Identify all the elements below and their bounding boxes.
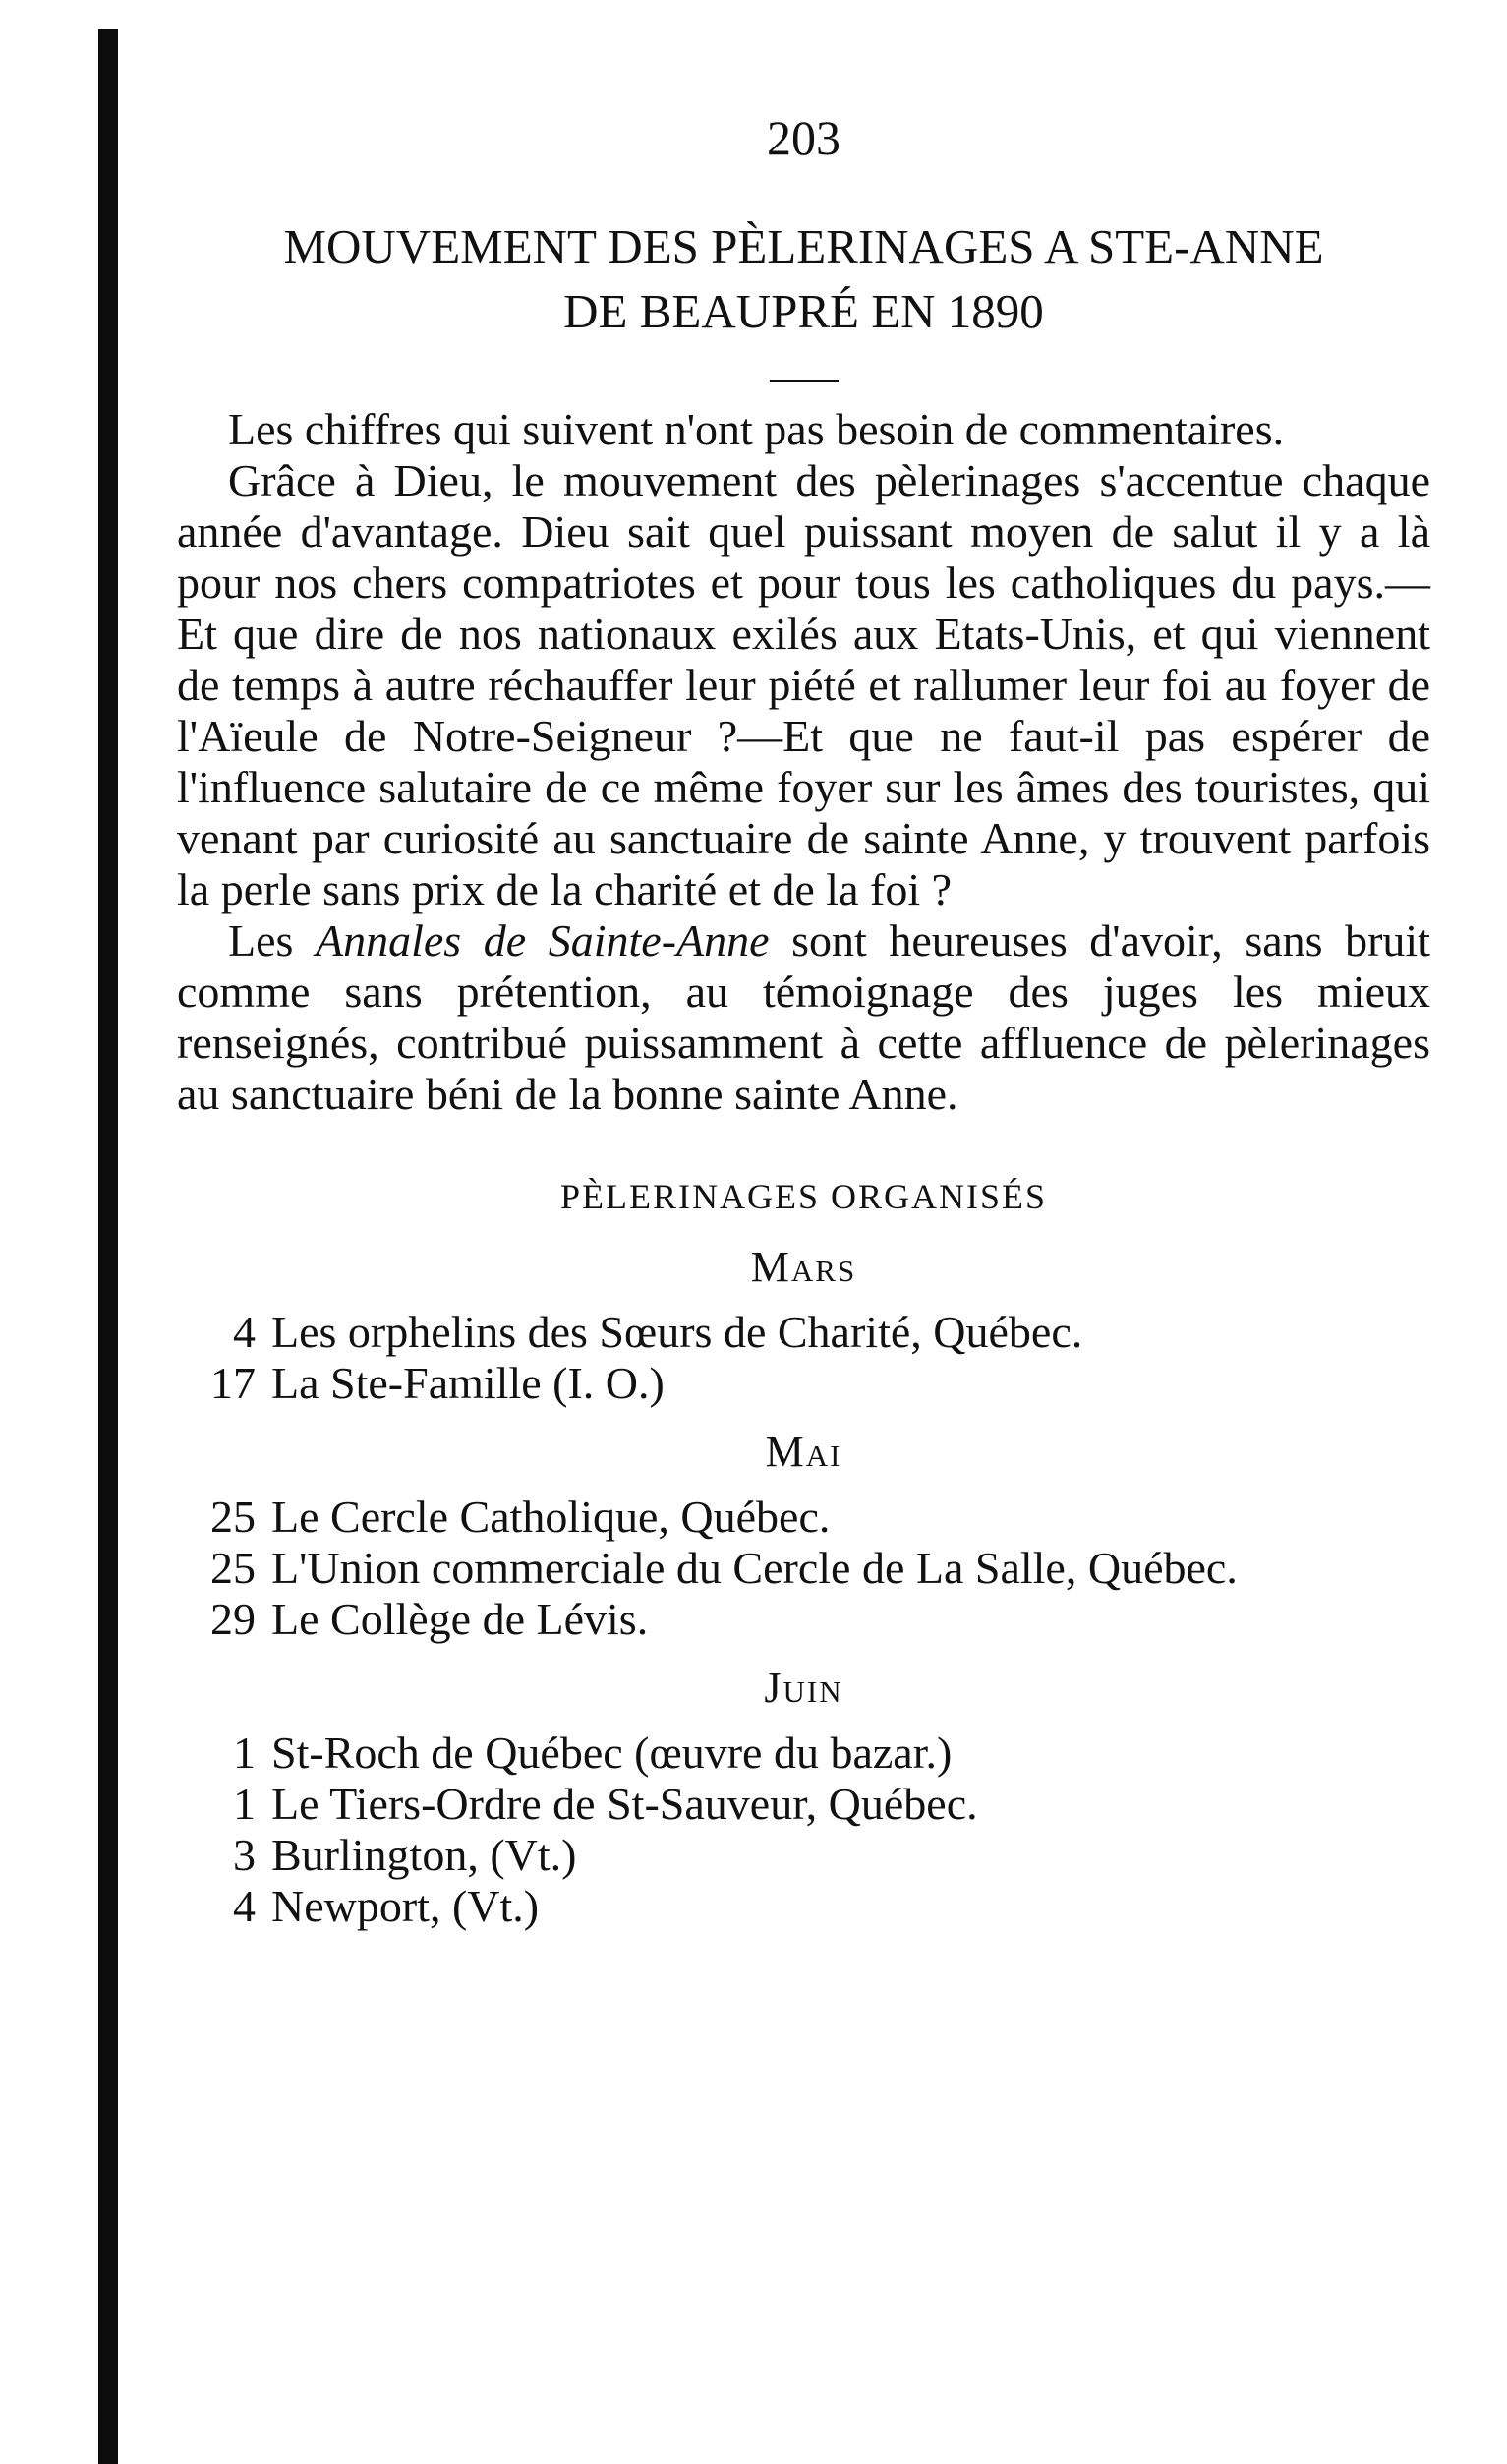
section-heading: PÈLERINAGES ORGANISÉS <box>559 1177 1048 1216</box>
month-list-juin <box>177 1728 1430 1932</box>
page-title: MOUVEMENT DES PÈLERINAGES A STE-ANNE DE BEAUPRÉ EN 1890 <box>283 219 1324 338</box>
month-heading-mars: Mars <box>750 1243 857 1291</box>
entry-day: 1 <box>233 1728 256 1778</box>
list-item <box>177 1594 1430 1645</box>
entry-day: 4 <box>233 1881 256 1931</box>
entry-text: Newport, (Vt.) <box>271 1881 540 1931</box>
month-list-mars <box>177 1307 1430 1409</box>
list-item <box>177 1543 1430 1594</box>
entry-day: 29 <box>210 1594 256 1644</box>
list-item <box>177 1492 1430 1543</box>
list-item <box>177 1358 1430 1409</box>
page-number: 203 <box>767 110 840 165</box>
month-heading-juin: Juin <box>764 1664 843 1712</box>
list-item <box>177 1779 1430 1830</box>
entry-text: Burlington, (Vt.) <box>271 1830 577 1880</box>
intro-paragraph: Les Annales de Sainte-Anne sont heureuses d'avoir, sans bruit comme sans prétention, au témoignage des juges les mieux renseignés, contribué puissamment à cette affluence de pèlerinages au sanctuaire béni de la bonne sainte Anne. <box>177 915 1430 1119</box>
list-item <box>177 1728 1430 1779</box>
entry-day: 3 <box>233 1830 256 1880</box>
entry-text: St-Roch de Québec (œuvre du bazar.) <box>271 1728 953 1778</box>
intro-paragraph: Les chiffres qui suivent n'ont pas besoin de commentaires. <box>228 404 1285 454</box>
entry-text: Les orphelins des Sœurs de Charité, Québec. <box>271 1307 1083 1357</box>
page-binding-edge <box>98 29 118 2464</box>
month-list-mai <box>177 1492 1430 1645</box>
month-heading-mai: Mai <box>765 1428 842 1476</box>
list-item <box>177 1307 1430 1358</box>
entry-day: 25 <box>210 1492 256 1542</box>
entry-day: 4 <box>233 1307 256 1357</box>
entry-day: 1 <box>233 1779 256 1829</box>
title-divider <box>770 380 839 382</box>
page-content <box>177 108 1430 1946</box>
entry-text: L'Union commerciale du Cercle de La Salle, Québec. <box>271 1543 1238 1593</box>
entry-day: 17 <box>210 1358 256 1408</box>
intro-paragraph: Grâce à Dieu, le mouvement des pèlerinages s'accentue chaque année d'avantage. Dieu sait quel puissant moyen de salut il y a là pour nos chers compatriotes et pour tous les catholiques du pays.—Et que dire de nos nationaux exilés aux Etats-Unis, et qui viennent de temps à autre réchauffer leur piété et rallumer leur foi au foyer de l'Aïeule de Notre-Seigneur ?—Et que ne faut-il pas espérer de l'influence salutaire de ce même foyer sur les âmes des touristes, qui venant par curiosité au sanctuaire de sainte Anne, y trouvent parfois la perle sans prix de la charité et de la foi ? <box>177 455 1430 914</box>
entry-text: La Ste-Famille (I. O.) <box>271 1358 665 1408</box>
entry-text: Le Cercle Catholique, Québec. <box>271 1492 831 1542</box>
list-item <box>177 1881 1430 1932</box>
entry-text: Le Collège de Lévis. <box>271 1594 649 1644</box>
entry-day: 25 <box>210 1543 256 1593</box>
entry-text: Le Tiers-Ordre de St-Sauveur, Québec. <box>271 1779 978 1829</box>
list-item <box>177 1830 1430 1881</box>
